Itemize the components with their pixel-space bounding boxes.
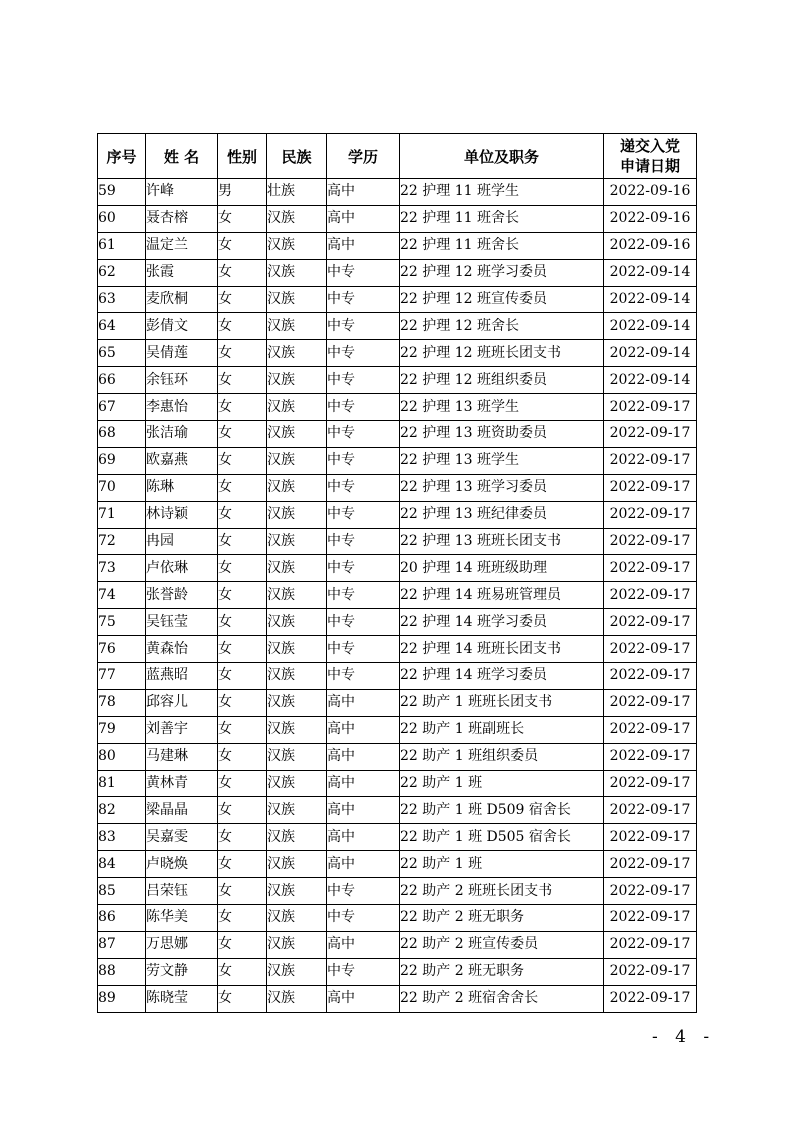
cell-ethnicity: 汉族 [267,313,327,340]
cell-name: 吴嘉雯 [146,824,218,851]
cell-gender: 女 [218,931,267,958]
table-row [98,689,697,716]
cell-name: 温定兰 [146,232,218,259]
header-date [604,134,697,179]
cell-gender: 女 [218,501,267,528]
cell-ethnicity: 汉族 [267,824,327,851]
cell-date: 2022-09-17 [604,555,697,582]
cell-gender: 女 [218,447,267,474]
cell-seq: 59 [98,179,146,206]
cell-date: 2022-09-17 [604,958,697,985]
cell-date: 2022-09-16 [604,232,697,259]
cell-seq: 87 [98,931,146,958]
table-row [98,770,697,797]
cell-date: 2022-09-14 [604,286,697,313]
cell-date: 2022-09-14 [604,340,697,367]
cell-ethnicity: 汉族 [267,878,327,905]
cell-ethnicity: 汉族 [267,636,327,663]
cell-unit: 22 护理 14 班易班管理员 [400,582,604,609]
cell-seq: 70 [98,474,146,501]
cell-name: 许峰 [146,179,218,206]
cell-education: 中专 [327,501,400,528]
cell-education: 中专 [327,905,400,932]
cell-name: 张誉龄 [146,582,218,609]
cell-unit: 22 助产 2 班宣传委员 [400,931,604,958]
cell-name: 蓝燕昭 [146,663,218,690]
cell-education: 中专 [327,447,400,474]
cell-ethnicity: 汉族 [267,905,327,932]
cell-gender: 女 [218,555,267,582]
cell-name: 卢依琳 [146,555,218,582]
header-education: 学历 [327,134,400,179]
cell-gender: 女 [218,743,267,770]
cell-education: 中专 [327,286,400,313]
table-row [98,232,697,259]
cell-gender: 女 [218,985,267,1012]
cell-education: 高中 [327,205,400,232]
cell-unit: 22 护理 14 班学习委员 [400,609,604,636]
cell-seq: 64 [98,313,146,340]
cell-unit: 22 护理 12 班宣传委员 [400,286,604,313]
cell-gender: 女 [218,663,267,690]
table-row [98,474,697,501]
cell-ethnicity: 汉族 [267,609,327,636]
cell-date: 2022-09-17 [604,394,697,421]
cell-date: 2022-09-17 [604,501,697,528]
cell-ethnicity: 汉族 [267,851,327,878]
cell-ethnicity: 汉族 [267,689,327,716]
cell-unit: 22 护理 12 班舍长 [400,313,604,340]
cell-name: 彭倩文 [146,313,218,340]
cell-unit: 22 护理 12 班班长团支书 [400,340,604,367]
cell-unit: 22 护理 12 班学习委员 [400,259,604,286]
cell-ethnicity: 汉族 [267,232,327,259]
cell-name: 李惠怡 [146,394,218,421]
cell-date: 2022-09-17 [604,474,697,501]
cell-date: 2022-09-17 [604,824,697,851]
cell-date: 2022-09-17 [604,878,697,905]
cell-name: 马建琳 [146,743,218,770]
table-row [98,905,697,932]
table-row [98,878,697,905]
cell-date: 2022-09-17 [604,905,697,932]
header-unit: 单位及职务 [400,134,604,179]
cell-date: 2022-09-16 [604,205,697,232]
cell-education: 中专 [327,367,400,394]
cell-name: 吕荣钰 [146,878,218,905]
cell-education: 中专 [327,958,400,985]
cell-seq: 61 [98,232,146,259]
cell-unit: 22 护理 12 班组织委员 [400,367,604,394]
cell-seq: 86 [98,905,146,932]
cell-name: 陈华美 [146,905,218,932]
table-row [98,313,697,340]
cell-unit: 22 助产 1 班副班长 [400,716,604,743]
cell-gender: 男 [218,179,267,206]
table-row [98,851,697,878]
cell-seq: 73 [98,555,146,582]
cell-unit: 22 护理 13 班学习委员 [400,474,604,501]
table-row [98,528,697,555]
cell-name: 吴倩莲 [146,340,218,367]
table-row [98,421,697,448]
cell-ethnicity: 汉族 [267,985,327,1012]
cell-education: 中专 [327,421,400,448]
cell-gender: 女 [218,716,267,743]
cell-unit: 22 护理 11 班学生 [400,179,604,206]
cell-seq: 72 [98,528,146,555]
cell-education: 中专 [327,609,400,636]
cell-unit: 22 护理 13 班资助委员 [400,421,604,448]
cell-seq: 89 [98,985,146,1012]
cell-gender: 女 [218,636,267,663]
table-row [98,367,697,394]
cell-gender: 女 [218,394,267,421]
cell-unit: 22 助产 2 班无职务 [400,905,604,932]
table-row [98,205,697,232]
cell-seq: 80 [98,743,146,770]
cell-unit: 22 助产 1 班 D505 宿舍长 [400,824,604,851]
cell-name: 吴钰莹 [146,609,218,636]
cell-education: 高中 [327,851,400,878]
table-row [98,447,697,474]
cell-ethnicity: 汉族 [267,474,327,501]
table-row [98,286,697,313]
cell-gender: 女 [218,421,267,448]
cell-date: 2022-09-17 [604,985,697,1012]
cell-ethnicity: 汉族 [267,340,327,367]
table-row [98,824,697,851]
cell-unit: 22 助产 1 班 [400,851,604,878]
cell-education: 中专 [327,313,400,340]
cell-gender: 女 [218,609,267,636]
cell-seq: 79 [98,716,146,743]
cell-education: 中专 [327,636,400,663]
cell-gender: 女 [218,340,267,367]
cell-seq: 67 [98,394,146,421]
cell-date: 2022-09-17 [604,582,697,609]
cell-education: 高中 [327,716,400,743]
cell-date: 2022-09-14 [604,313,697,340]
cell-seq: 77 [98,663,146,690]
cell-ethnicity: 汉族 [267,770,327,797]
cell-unit: 22 助产 1 班班长团支书 [400,689,604,716]
cell-gender: 女 [218,878,267,905]
cell-gender: 女 [218,259,267,286]
cell-ethnicity: 汉族 [267,447,327,474]
table-row [98,985,697,1012]
cell-unit: 22 助产 1 班组织委员 [400,743,604,770]
cell-name: 张洁瑜 [146,421,218,448]
cell-gender: 女 [218,528,267,555]
cell-education: 高中 [327,797,400,824]
cell-seq: 85 [98,878,146,905]
cell-ethnicity: 汉族 [267,394,327,421]
cell-ethnicity: 汉族 [267,555,327,582]
header-row [98,134,697,179]
cell-gender: 女 [218,824,267,851]
header-gender: 性别 [218,134,267,179]
cell-gender: 女 [218,582,267,609]
cell-ethnicity: 汉族 [267,797,327,824]
cell-date: 2022-09-14 [604,259,697,286]
cell-unit: 22 助产 2 班无职务 [400,958,604,985]
cell-education: 中专 [327,663,400,690]
table-row [98,663,697,690]
cell-education: 中专 [327,340,400,367]
header-date-line2: 申请日期 [619,157,680,175]
cell-gender: 女 [218,367,267,394]
cell-date: 2022-09-16 [604,179,697,206]
cell-gender: 女 [218,689,267,716]
cell-seq: 83 [98,824,146,851]
table-row [98,636,697,663]
cell-name: 欧嘉燕 [146,447,218,474]
cell-name: 冉园 [146,528,218,555]
cell-seq: 66 [98,367,146,394]
cell-unit: 22 助产 2 班宿舍舍长 [400,985,604,1012]
cell-education: 高中 [327,770,400,797]
cell-seq: 75 [98,609,146,636]
cell-unit: 22 护理 13 班学生 [400,394,604,421]
cell-ethnicity: 汉族 [267,931,327,958]
cell-ethnicity: 汉族 [267,582,327,609]
cell-education: 中专 [327,528,400,555]
cell-name: 劳文静 [146,958,218,985]
table-row [98,582,697,609]
cell-name: 陈晓莹 [146,985,218,1012]
table-row [98,716,697,743]
page-number: - 4 - [652,1027,716,1047]
cell-education: 高中 [327,743,400,770]
cell-unit: 22 助产 1 班 D509 宿舍长 [400,797,604,824]
cell-education: 中专 [327,878,400,905]
cell-unit: 22 护理 13 班学生 [400,447,604,474]
cell-name: 万思娜 [146,931,218,958]
table-row [98,609,697,636]
cell-education: 中专 [327,582,400,609]
table-row [98,743,697,770]
cell-education: 中专 [327,555,400,582]
cell-ethnicity: 汉族 [267,367,327,394]
cell-seq: 65 [98,340,146,367]
cell-date: 2022-09-17 [604,636,697,663]
cell-name: 聂杏榕 [146,205,218,232]
cell-ethnicity: 汉族 [267,528,327,555]
cell-gender: 女 [218,313,267,340]
cell-education: 高中 [327,985,400,1012]
cell-gender: 女 [218,474,267,501]
cell-date: 2022-09-17 [604,663,697,690]
cell-education: 高中 [327,232,400,259]
cell-date: 2022-09-17 [604,770,697,797]
cell-education: 中专 [327,474,400,501]
table-row [98,797,697,824]
cell-unit: 22 护理 13 班纪律委员 [400,501,604,528]
cell-seq: 71 [98,501,146,528]
cell-education: 中专 [327,394,400,421]
cell-education: 高中 [327,689,400,716]
cell-date: 2022-09-17 [604,797,697,824]
cell-gender: 女 [218,958,267,985]
cell-seq: 69 [98,447,146,474]
table-row [98,501,697,528]
cell-education: 高中 [327,931,400,958]
table-row [98,179,697,206]
applicant-table [97,133,697,1013]
cell-date: 2022-09-17 [604,528,697,555]
cell-date: 2022-09-17 [604,851,697,878]
cell-unit: 22 护理 13 班班长团支书 [400,528,604,555]
cell-unit: 20 护理 14 班班级助理 [400,555,604,582]
cell-seq: 78 [98,689,146,716]
cell-name: 梁晶晶 [146,797,218,824]
table-row [98,340,697,367]
cell-seq: 84 [98,851,146,878]
cell-gender: 女 [218,770,267,797]
table-row [98,259,697,286]
cell-date: 2022-09-17 [604,716,697,743]
cell-gender: 女 [218,905,267,932]
cell-name: 陈琳 [146,474,218,501]
cell-education: 高中 [327,824,400,851]
cell-seq: 60 [98,205,146,232]
cell-date: 2022-09-14 [604,367,697,394]
header-date-line1: 递交入党 [619,137,680,155]
cell-gender: 女 [218,205,267,232]
header-seq: 序号 [98,134,146,179]
header-name: 姓 名 [146,134,218,179]
cell-seq: 88 [98,958,146,985]
table-row [98,931,697,958]
cell-gender: 女 [218,851,267,878]
table-body [98,179,697,1013]
cell-unit: 22 护理 14 班学习委员 [400,663,604,690]
cell-gender: 女 [218,797,267,824]
cell-seq: 81 [98,770,146,797]
cell-ethnicity: 汉族 [267,663,327,690]
cell-gender: 女 [218,232,267,259]
cell-ethnicity: 汉族 [267,743,327,770]
cell-ethnicity: 汉族 [267,259,327,286]
cell-unit: 22 护理 14 班班长团支书 [400,636,604,663]
cell-ethnicity: 汉族 [267,286,327,313]
cell-ethnicity: 壮族 [267,179,327,206]
cell-seq: 82 [98,797,146,824]
cell-seq: 62 [98,259,146,286]
cell-ethnicity: 汉族 [267,958,327,985]
cell-name: 麦欣桐 [146,286,218,313]
cell-ethnicity: 汉族 [267,501,327,528]
cell-unit: 22 助产 2 班班长团支书 [400,878,604,905]
table-row [98,555,697,582]
cell-seq: 68 [98,421,146,448]
cell-name: 林诗颖 [146,501,218,528]
cell-ethnicity: 汉族 [267,716,327,743]
header-ethnicity: 民族 [267,134,327,179]
cell-ethnicity: 汉族 [267,421,327,448]
cell-name: 黄林青 [146,770,218,797]
cell-date: 2022-09-17 [604,609,697,636]
cell-date: 2022-09-17 [604,743,697,770]
table-row [98,958,697,985]
cell-education: 中专 [327,259,400,286]
cell-seq: 74 [98,582,146,609]
cell-name: 刘善宇 [146,716,218,743]
cell-seq: 63 [98,286,146,313]
cell-date: 2022-09-17 [604,421,697,448]
cell-ethnicity: 汉族 [267,205,327,232]
cell-unit: 22 护理 11 班舍长 [400,232,604,259]
cell-date: 2022-09-17 [604,447,697,474]
cell-name: 黄森怡 [146,636,218,663]
cell-name: 邱容儿 [146,689,218,716]
cell-name: 余钰环 [146,367,218,394]
table-row [98,394,697,421]
cell-unit: 22 护理 11 班舍长 [400,205,604,232]
cell-date: 2022-09-17 [604,931,697,958]
cell-gender: 女 [218,286,267,313]
cell-seq: 76 [98,636,146,663]
cell-unit: 22 助产 1 班 [400,770,604,797]
cell-name: 张霞 [146,259,218,286]
cell-education: 高中 [327,179,400,206]
cell-date: 2022-09-17 [604,689,697,716]
cell-name: 卢晓焕 [146,851,218,878]
